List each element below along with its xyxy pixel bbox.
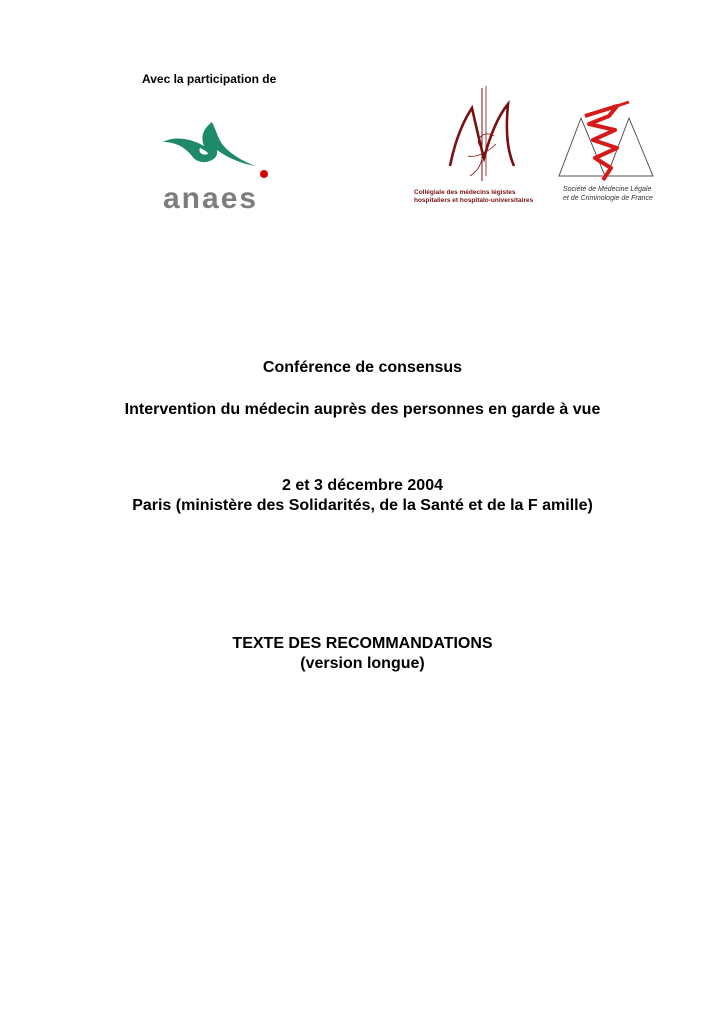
event-location: Paris (ministère des Solidarités, de la Santé et de la F amille) bbox=[132, 497, 593, 514]
caduceus-m-icon bbox=[410, 86, 555, 186]
triangles-serpent-icon bbox=[555, 98, 670, 184]
subject-title: Intervention du médecin auprès des personnes en garde à vue bbox=[124, 401, 601, 418]
smlcf-caption-line2: et de Criminologie de France bbox=[563, 194, 653, 202]
anaes-swoosh-icon bbox=[160, 118, 285, 188]
smlcf-caption bbox=[563, 186, 671, 203]
anaes-logo bbox=[160, 118, 285, 213]
document-version: (version longue) bbox=[300, 655, 425, 672]
anaes-wordmark: anaes bbox=[163, 182, 259, 215]
event-title: Conférence de consensus bbox=[262, 359, 463, 376]
college-caption-line2: hospitaliers et hospitalo-universitaires bbox=[414, 196, 534, 204]
participation-label: Avec la participation de bbox=[142, 72, 277, 86]
document-type: TEXTE DES RECOMMANDATIONS bbox=[232, 635, 493, 652]
event-dates: 2 et 3 décembre 2004 bbox=[282, 477, 443, 494]
college-caption-line1: Collégiale des médecins légistes bbox=[414, 189, 516, 196]
smlcf-logo bbox=[555, 98, 670, 208]
college-logo bbox=[410, 86, 555, 211]
smlcf-caption-line1: Société de Médecine Légale bbox=[563, 186, 652, 193]
college-caption bbox=[414, 189, 556, 204]
